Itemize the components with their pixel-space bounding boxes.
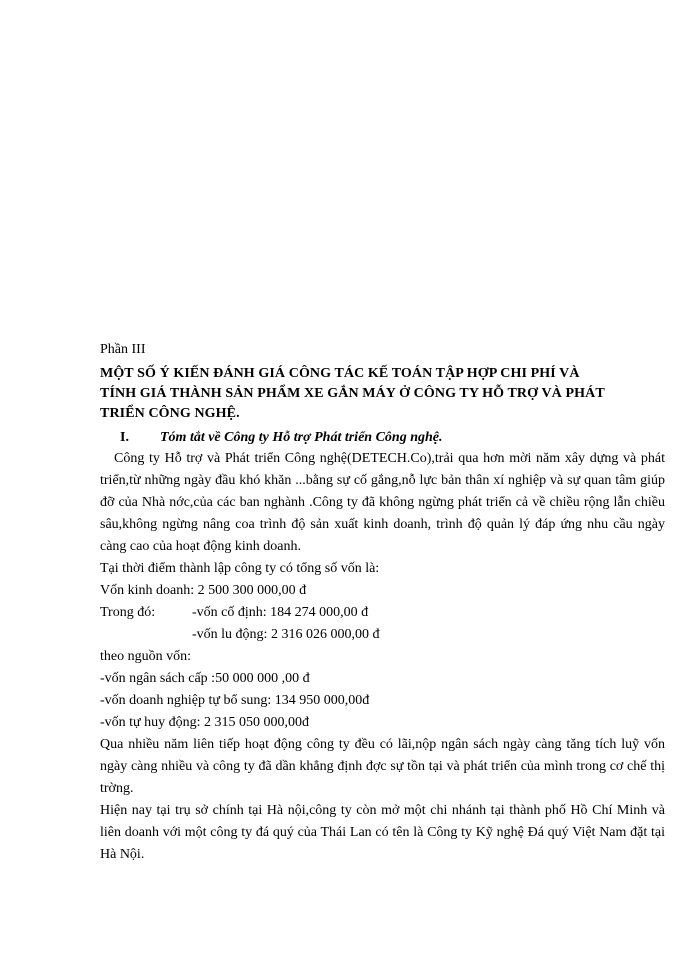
- section-heading: [100, 427, 665, 448]
- of-which-label: Trong đó:: [100, 605, 156, 620]
- office-paragraph: Hiện nay tại trụ sở chính tại Hà nội,công ty còn mở một chi nhánh tại thành phố Hồ Chí Minh và liên doanh với một công ty đá quý của Thái Lan có tên là Công ty Kỹ nghệ Đá quý Việt Nam đặt tại Hà Nội.: [100, 803, 665, 862]
- part-label: Phần III: [100, 342, 146, 357]
- capital-intro: Tại thời điểm thành lập công ty có tổng số vốn là:: [100, 561, 380, 576]
- source-item: -vốn doanh nghiệp tự bổ sung: 134 950 000,00đ: [100, 693, 370, 708]
- capital-breakdown-working: [100, 624, 665, 646]
- profit-paragraph: Qua nhiều năm liên tiếp hoạt động công ty đều có lãi,nộp ngân sách ngày càng tăng tích luỹ vốn ngày càng nhiều và công ty đã dần khẳng định đợc sự tồn tại và phát triển của mình trong cơ chế thị trờng.: [100, 737, 665, 796]
- section-number: I.: [120, 430, 129, 445]
- fixed-capital: -vốn cố định: 184 274 000,00 đ: [192, 605, 369, 620]
- source-label: theo nguồn vốn:: [100, 649, 191, 664]
- document-content: [100, 340, 665, 866]
- capital-breakdown-fixed: [100, 602, 665, 624]
- chapter-title-line-2: TÍNH GIÁ THÀNH SẢN PHẨM XE GẮN MÁY Ở CÔNG TY HỖ TRỢ VÀ PHÁT: [100, 386, 605, 401]
- source-item: -vốn tự huy động: 2 315 050 000,00đ: [100, 715, 310, 730]
- chapter-title-line-1: MỘT SỐ Ý KIẾN ĐÁNH GIÁ CÔNG TÁC KẾ TOÁN TẬP HỢP CHI PHÍ VÀ: [100, 366, 580, 381]
- section-title: Tóm tắt về Công ty Hỗ trợ Phát triển Công nghệ.: [160, 430, 443, 445]
- chapter-title: [100, 364, 665, 424]
- chapter-title-line-3: TRIỂN CÔNG NGHỆ.: [100, 406, 240, 421]
- business-capital: Vốn kinh doanh: 2 500 300 000,00 đ: [100, 583, 307, 598]
- intro-paragraph: Công ty Hỗ trợ và Phát triển Công nghệ(DETECH.Co),trải qua hơn mời năm xây dựng và phát triển,từ những ngày đầu khó khăn ...bằng sự cố gắng,nỗ lực bản thân xí nghiệp và sự quan tâm giúp đỡ của Nhà nớc,của các ban nghành .Công ty đã không ngừng phát triển cả về chiều rộng lẫn chiều sâu,không ngừng nâng coa trình độ sản xuất kinh doanh, trình độ quản lý đáp ứng nhu cầu ngày càng cao của hoạt động kinh doanh.: [100, 451, 665, 554]
- working-capital: -vốn lu động: 2 316 026 000,00 đ: [192, 627, 380, 642]
- source-item: -vốn ngân sách cấp :50 000 000 ,00 đ: [100, 671, 310, 686]
